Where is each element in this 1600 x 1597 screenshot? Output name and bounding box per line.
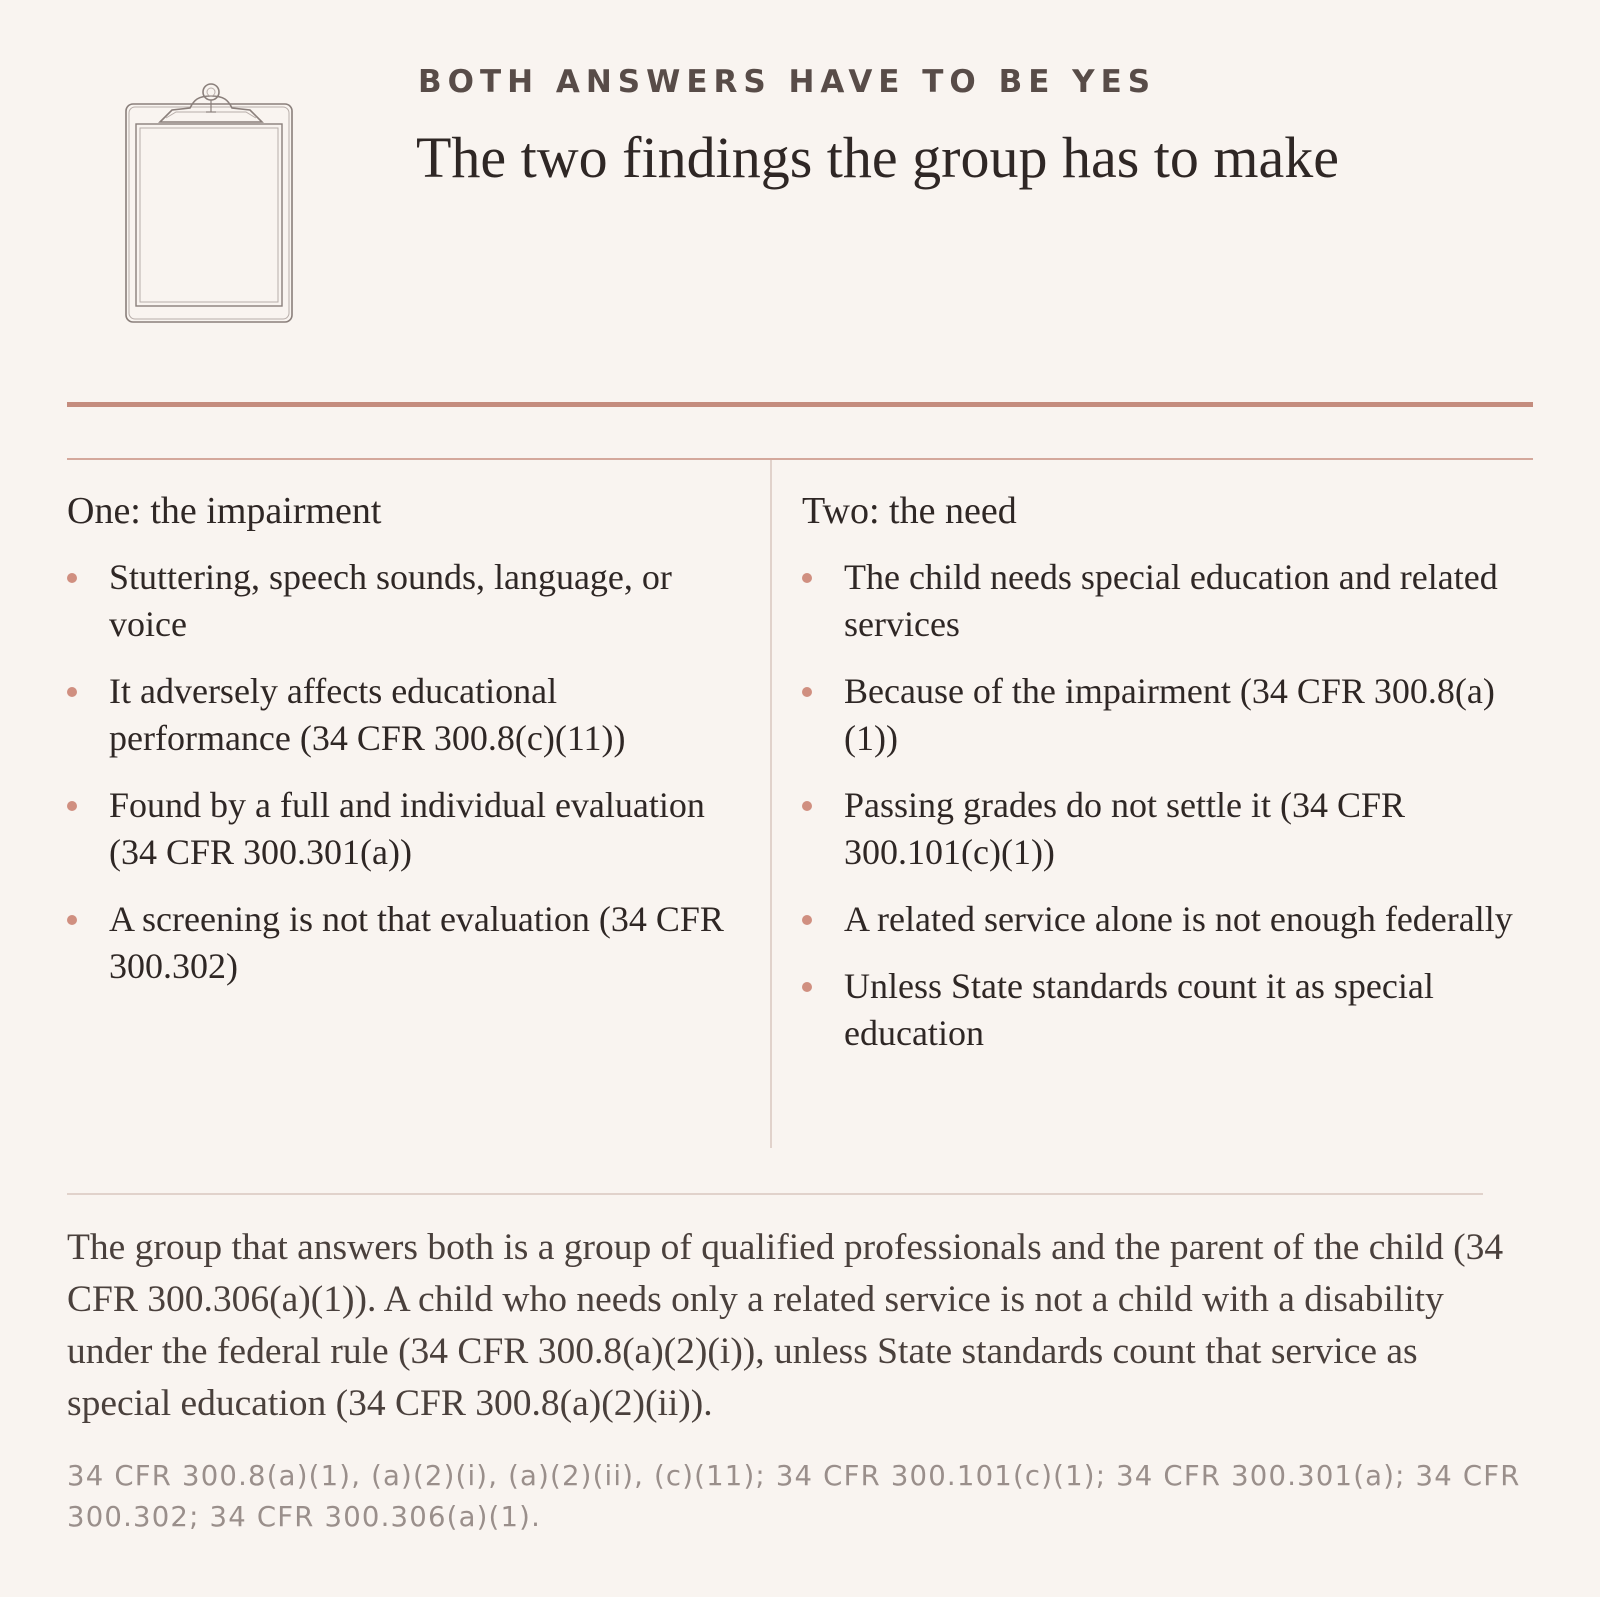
section-eyebrow: BOTH ANSWERS HAVE TO BE YES	[418, 64, 1157, 100]
list-item	[802, 668, 1532, 762]
list-item	[67, 896, 737, 990]
clipboard-icon	[122, 82, 300, 328]
column-title: Two: the need	[802, 490, 1017, 532]
summary-divider	[67, 1193, 1483, 1195]
summary-paragraph: The group that answers both is a group of qualified professionals and the parent of the child (34 CFR 300.306(a)(1)). A child who needs only a related service is not a child with a disability under the federal rule (34 CFR 300.8(a)(2)(i)), unless State standards count that service as special education (34 CFR 300.8(a)(2)(ii)).	[67, 1227, 1504, 1424]
citations: 34 CFR 300.8(a)(1), (a)(2)(i), (a)(2)(ii), (c)(11); 34 CFR 300.101(c)(1); 34 CFR 300.301(a); 34 CFR 300.302; 34 CFR 300.306(a)(1).	[67, 1460, 1521, 1533]
bullet-icon	[802, 982, 812, 992]
list-item-text: Found by a full and individual evaluation (34 CFR 300.301(a))	[109, 785, 705, 872]
page-title: The two findings the group has to make	[416, 125, 1339, 190]
column-title: One: the impairment	[67, 490, 382, 532]
need-list	[802, 554, 1532, 1057]
list-item-text: A related service alone is not enough federally	[844, 899, 1513, 939]
list-item	[67, 668, 737, 762]
header	[0, 0, 1600, 380]
column-need	[802, 488, 1532, 1077]
list-item-text: It adversely affects educational performance (34 CFR 300.8(c)(11))	[109, 671, 626, 758]
bullet-icon	[802, 573, 812, 583]
column-divider	[770, 460, 772, 1148]
bullet-icon	[802, 915, 812, 925]
list-item	[67, 554, 737, 648]
list-item	[802, 963, 1532, 1057]
bullet-icon	[802, 687, 812, 697]
list-item-text: Unless State standards count it as special education	[844, 966, 1434, 1053]
column-impairment	[67, 488, 737, 1010]
list-item-text: Passing grades do not settle it (34 CFR 300.101(c)(1))	[844, 785, 1405, 872]
list-item	[802, 554, 1532, 648]
list-item-text: Because of the impairment (34 CFR 300.8(a)(1))	[844, 671, 1495, 758]
bullet-icon	[67, 915, 77, 925]
list-item	[802, 896, 1532, 943]
bullet-icon	[67, 801, 77, 811]
columns-top-divider	[67, 458, 1533, 460]
list-item-text: Stuttering, speech sounds, language, or voice	[109, 557, 672, 644]
header-divider	[67, 402, 1533, 407]
bullet-icon	[67, 687, 77, 697]
list-item	[67, 782, 737, 876]
bullet-icon	[67, 573, 77, 583]
list-item-text: A screening is not that evaluation (34 CFR 300.302)	[109, 899, 724, 986]
list-item-text: The child needs special education and related services	[844, 557, 1498, 644]
bullet-icon	[802, 801, 812, 811]
impairment-list	[67, 554, 737, 990]
list-item	[802, 782, 1532, 876]
